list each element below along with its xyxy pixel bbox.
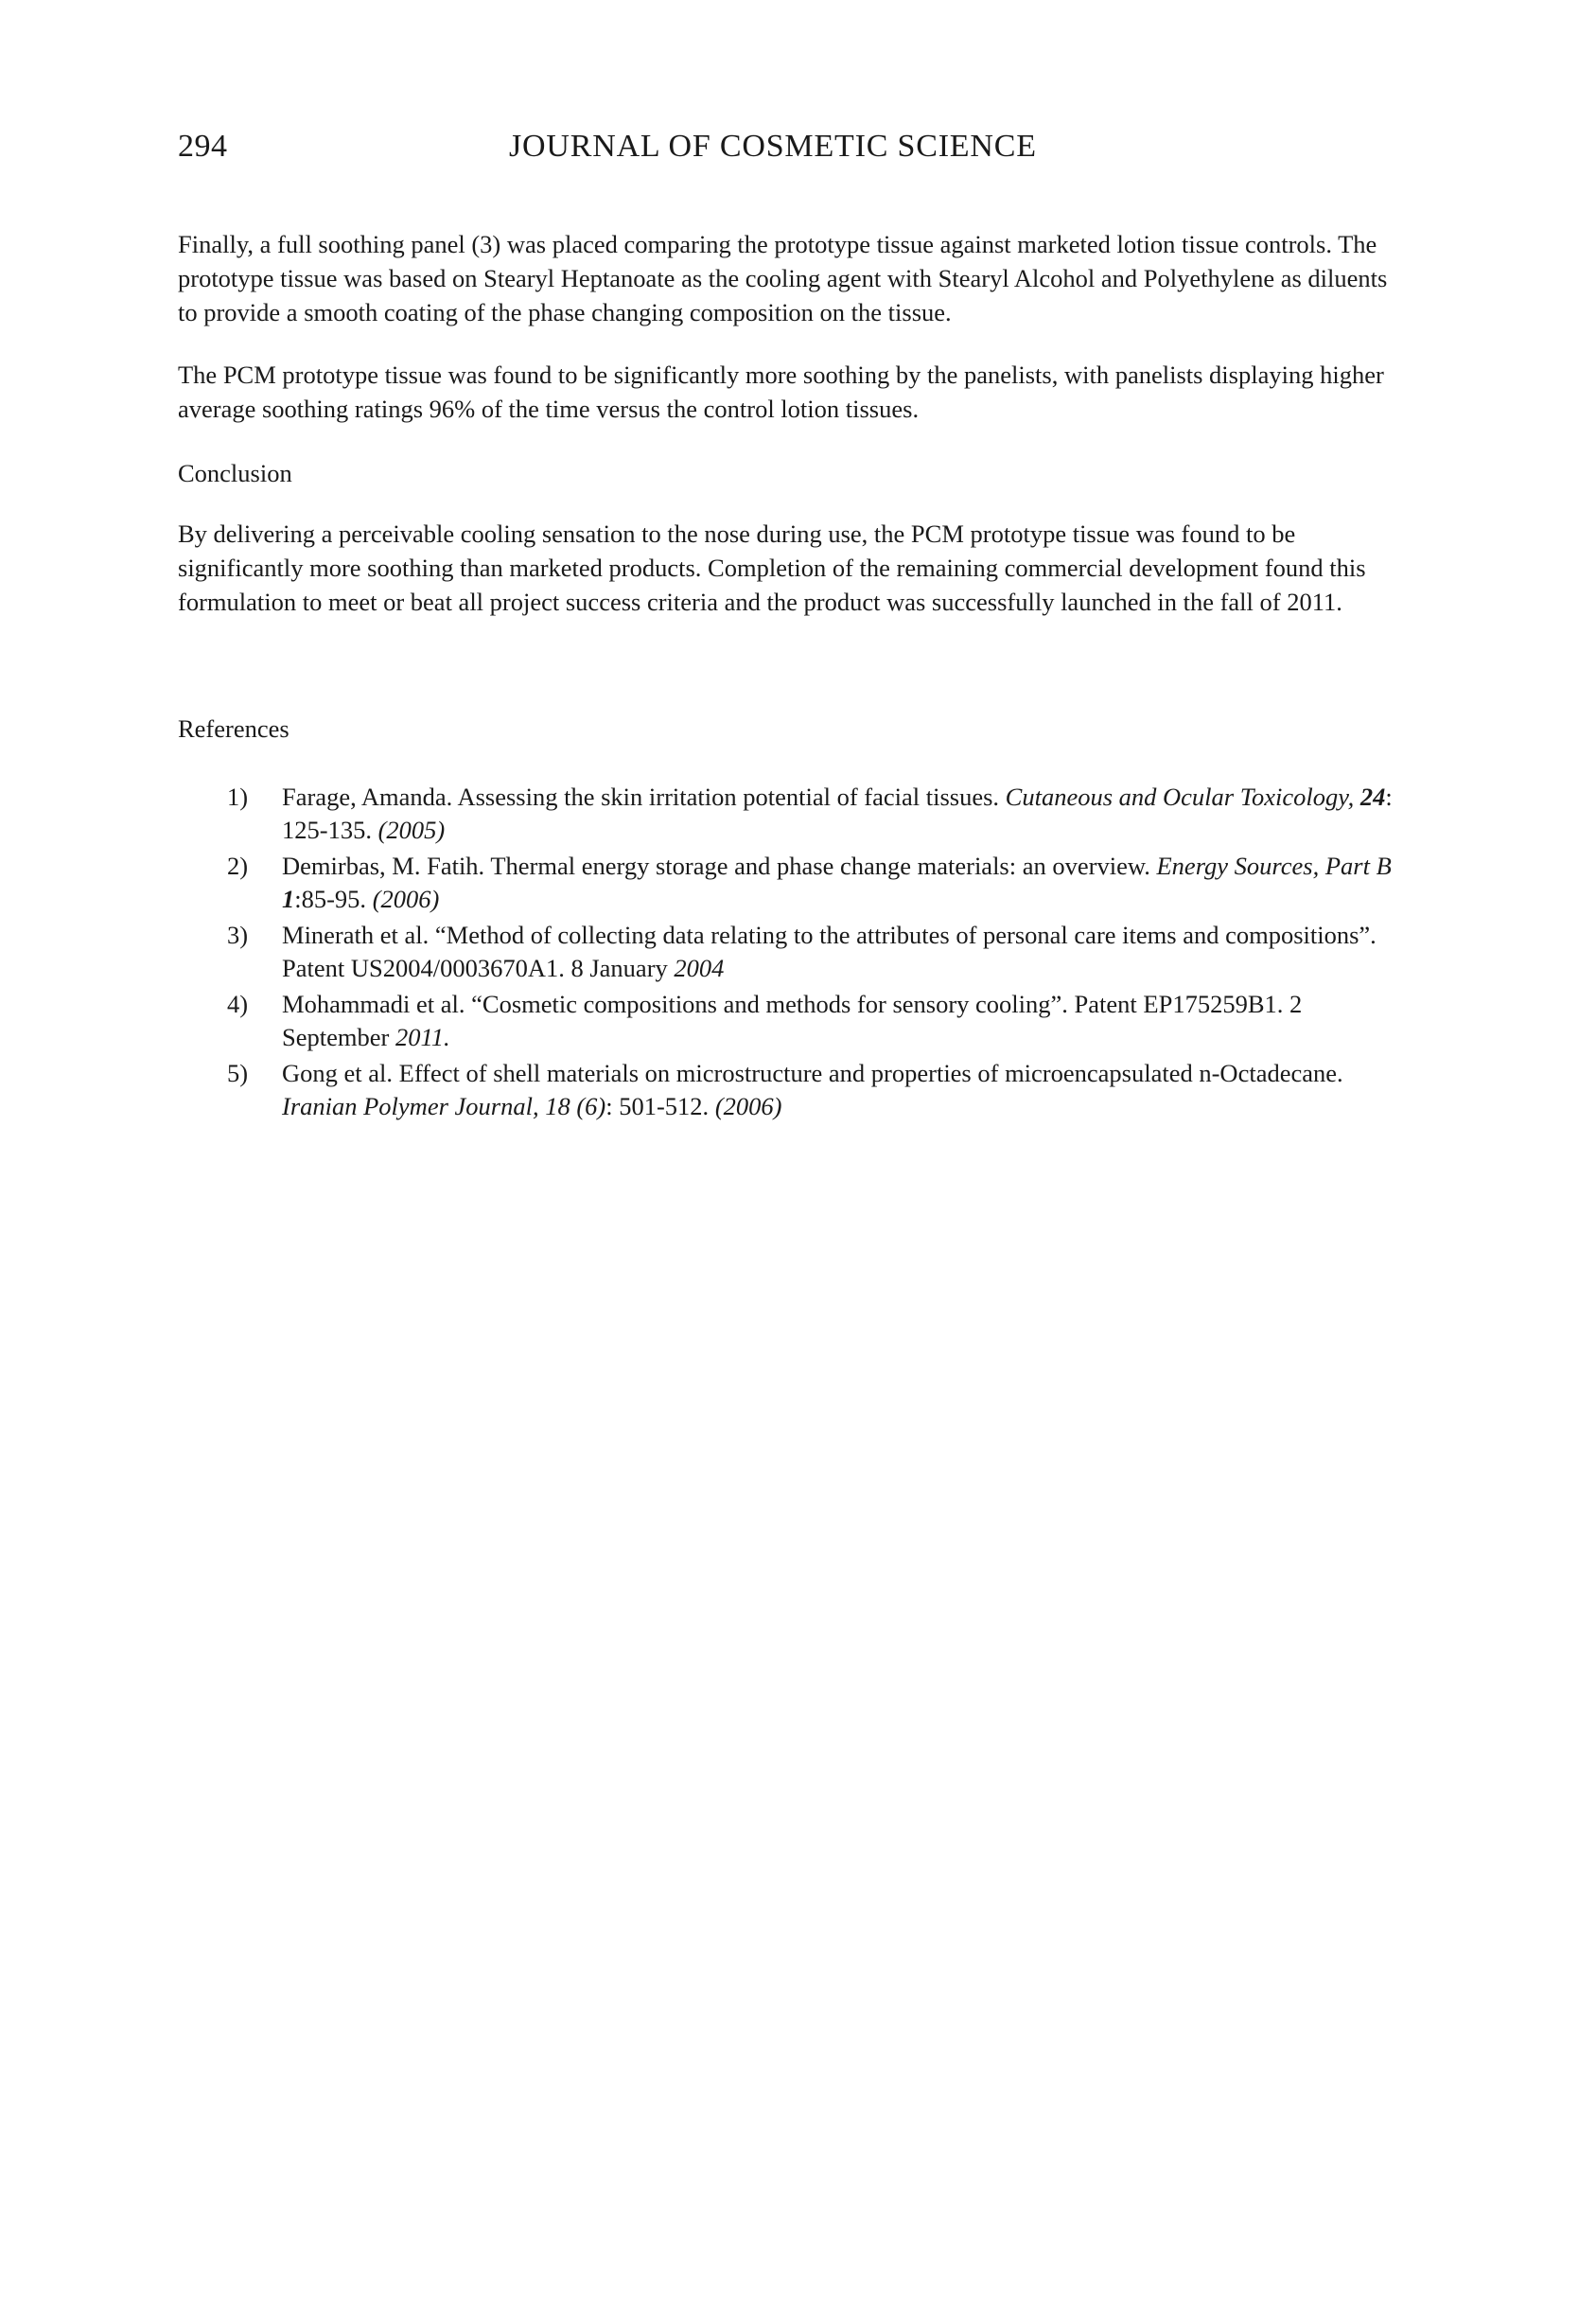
reference-text xyxy=(282,919,1408,985)
conclusion-heading: Conclusion xyxy=(178,459,292,487)
reference-journal: Cutaneous and Ocular Toxicology, xyxy=(1005,783,1360,811)
reference-body: Gong et al. Effect of shell materials on microstructure and properties of microencapsulated n-Octadecane. xyxy=(282,1059,1343,1087)
reference-year: (2005) xyxy=(377,816,446,844)
reference-number: 5) xyxy=(227,1059,249,1087)
reference-body: Demirbas, M. Fatih. Thermal energy storage and phase change materials: an overview. xyxy=(282,852,1157,880)
reference-volume: 1 xyxy=(282,885,295,913)
reference-body: Farage, Amanda. Assessing the skin irritation potential of facial tissues. xyxy=(282,783,1006,811)
reference-text xyxy=(282,850,1408,916)
references-list xyxy=(178,781,1408,1126)
reference-year: (2006) xyxy=(372,885,440,913)
reference-pages: : 125-135. xyxy=(282,783,1393,844)
reference-pages: :85-95. xyxy=(294,885,373,913)
reference-item xyxy=(178,988,1408,1054)
running-header xyxy=(178,129,1408,176)
reference-journal: Energy Sources, Part B xyxy=(1156,852,1392,880)
reference-item xyxy=(178,850,1408,916)
reference-journal: Iranian Polymer Journal, 18 (6) xyxy=(282,1092,606,1120)
journal-title: JOURNAL OF COSMETIC SCIENCE xyxy=(509,129,1037,164)
reference-year: 2011. xyxy=(395,1023,450,1051)
reference-text xyxy=(282,988,1408,1054)
reference-number: 2) xyxy=(227,852,249,880)
reference-body: Minerath et al. “Method of collecting data relating to the attributes of personal care items and compositions”. Patent US2004/0003670A1. 8 January xyxy=(282,921,1377,982)
reference-year: (2006) xyxy=(714,1092,782,1120)
reference-year: 2004 xyxy=(674,954,725,982)
reference-body: Mohammadi et al. “Cosmetic compositions and methods for sensory cooling”. Patent EP175259B1. 2 September xyxy=(282,990,1303,1051)
reference-item xyxy=(178,781,1408,847)
reference-number: 1) xyxy=(227,783,249,811)
reference-number: 3) xyxy=(227,921,249,949)
references-heading: References xyxy=(178,714,289,743)
conclusion-paragraph: By delivering a perceivable cooling sensation to the nose during use, the PCM prototype tissue was found to be significantly more soothing than marketed products. Completion of the remaining commercial development found this formulation to meet or beat all project success criteria and the product was successfully launched in the fall of 2011. xyxy=(178,519,1366,616)
page-number: 294 xyxy=(178,129,228,164)
reference-number: 4) xyxy=(227,990,249,1018)
reference-volume: 24 xyxy=(1359,783,1386,811)
reference-pages: : 501-512. xyxy=(605,1092,715,1120)
reference-item xyxy=(178,919,1408,985)
reference-text xyxy=(282,1057,1408,1123)
body-paragraph-soothing-panel: Finally, a full soothing panel (3) was placed comparing the prototype tissue against marketed lotion tissue controls. The prototype tissue was based on Stearyl Heptanoate as the cooling agent with Stearyl Alcohol and Polyethylene as diluents to provide a smooth coating of the phase changing composition on the tissue. xyxy=(178,230,1388,326)
body-paragraph-panel-results: The PCM prototype tissue was found to be significantly more soothing by the panelists, with panelists displaying higher average soothing ratings 96% of the time versus the control lotion tissues. xyxy=(178,361,1384,423)
reference-text xyxy=(282,781,1408,847)
reference-item xyxy=(178,1057,1408,1123)
